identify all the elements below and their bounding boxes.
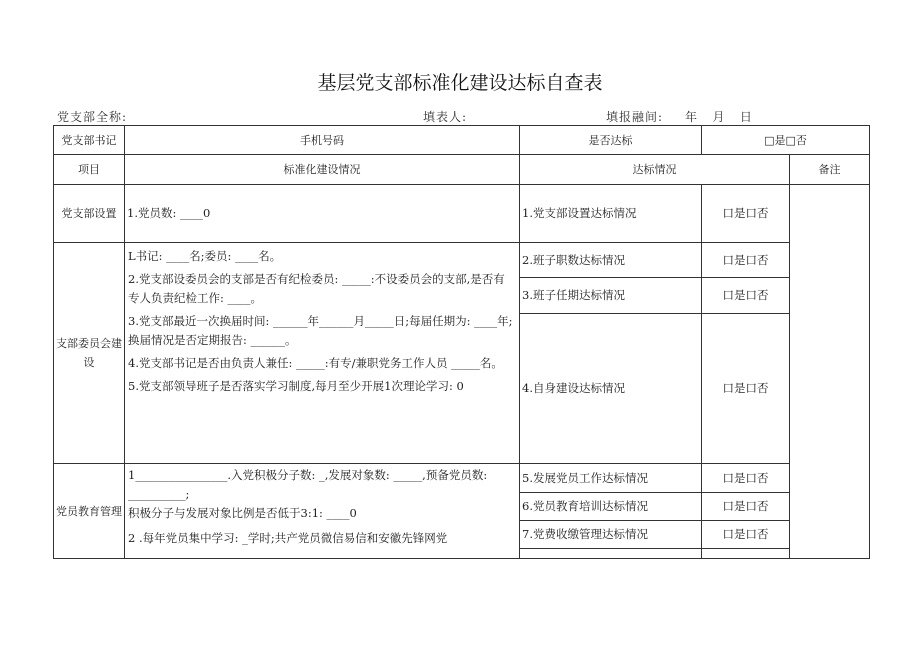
table-row bbox=[54, 243, 870, 278]
date-units: 年 月 日 bbox=[685, 110, 753, 124]
yes-no-checkbox[interactable]: 口是口否 bbox=[702, 464, 790, 493]
header-row-1 bbox=[54, 126, 870, 155]
yes-no-checkbox[interactable]: 口是口否 bbox=[702, 493, 790, 521]
situation-header: 标准化建设情况 bbox=[125, 155, 520, 185]
content-line: 2.党支部设委员会的支部是否有纪检委员: _____:不设委员会的支部,是否有专人负责纪检工作: ____。 bbox=[128, 272, 505, 305]
table-row bbox=[54, 185, 870, 243]
content-line: 1________________.入党积极分子数: _,发展对象数: _____,预备党员数: __________; bbox=[128, 468, 488, 501]
yes-no-checkbox[interactable]: 口是口否 bbox=[702, 243, 790, 278]
content-line: 5.党支部领导班子是否落实学习制度,每月至少开展1次理论学习: 0 bbox=[128, 379, 464, 393]
yes-no-checkbox[interactable]: 口是口否 bbox=[702, 521, 790, 549]
compliance-item: 7.党费收缴管理达标情况 bbox=[520, 521, 702, 549]
section-content bbox=[125, 243, 520, 464]
compliance-item: 5.发展党员工作达标情况 bbox=[520, 464, 702, 493]
compliance-item bbox=[520, 549, 702, 559]
header-row-2 bbox=[54, 155, 870, 185]
date-label: 填报融间: bbox=[606, 110, 664, 124]
compliance-item: 1.党支部设置达标情况 bbox=[520, 185, 702, 243]
compliance-item: 6.党员教育培训达标情况 bbox=[520, 493, 702, 521]
remark-cell[interactable] bbox=[790, 185, 870, 559]
content-line: 积极分子与发展对象比例是否低于3:1: ____0 bbox=[128, 506, 357, 520]
item-header: 项目 bbox=[54, 155, 125, 185]
compliance-item: 4.自身建设达标情况 bbox=[520, 314, 702, 464]
content-line: 2 .每年党员集中学习: _学时;共产党员微信易信和安徽先锋网党 bbox=[128, 531, 448, 545]
yes-no-checkbox[interactable]: □是□否 bbox=[702, 126, 870, 155]
section-name: 支部委员会建设 bbox=[54, 243, 125, 464]
standard-label: 是否达标 bbox=[520, 126, 702, 155]
yes-no-checkbox[interactable]: 口是口否 bbox=[702, 314, 790, 464]
remark-header: 备注 bbox=[790, 155, 870, 185]
compliance-header: 达标情况 bbox=[520, 155, 790, 185]
content-line: 3.党支部最近一次换届时间: ______年______月_____日;每届任期为: ____年;换届情况是否定期报告: ______。 bbox=[128, 314, 513, 347]
yes-no-checkbox[interactable]: 口是口否 bbox=[702, 278, 790, 314]
secretary-label: 党支部书记 bbox=[54, 126, 125, 155]
section-name: 党支部设置 bbox=[54, 185, 125, 243]
section-content: 1.党员数: ____0 bbox=[125, 185, 520, 243]
table-row bbox=[54, 464, 870, 493]
content-line: L书记: ____名;委员: ____名。 bbox=[128, 249, 282, 263]
self-check-table bbox=[53, 125, 870, 559]
filler-label: 填表人: bbox=[423, 110, 468, 124]
check-cell bbox=[702, 549, 790, 559]
section-name: 党员教育管理 bbox=[54, 464, 125, 559]
branch-name-label: 党支部全称: bbox=[57, 110, 128, 124]
content-line: 4.党支部书记是否由负责人兼任: _____:有专/兼职党务工作人员 _____名。 bbox=[128, 356, 503, 370]
yes-no-checkbox[interactable]: 口是口否 bbox=[702, 185, 790, 243]
compliance-item: 3.班子任期达标情况 bbox=[520, 278, 702, 314]
page-title: 基层党支部标准化建设达标自查表 bbox=[317, 72, 603, 94]
phone-label: 手机号码 bbox=[125, 126, 520, 155]
compliance-item: 2.班子职数达标情况 bbox=[520, 243, 702, 278]
section-content bbox=[125, 464, 520, 559]
